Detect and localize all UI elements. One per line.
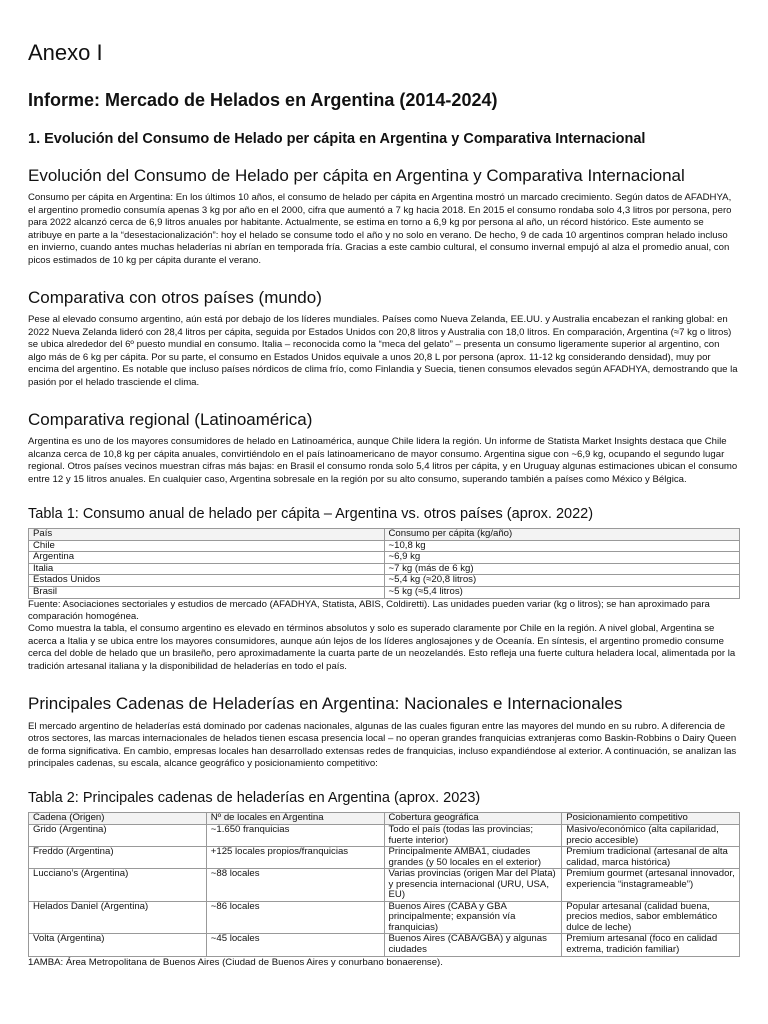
table2-header-cell: Nº de locales en Argentina	[206, 813, 384, 825]
table2-cell: Premium artesanal (foco en calidad extrema, tradición familiar)	[562, 934, 740, 956]
table2-cell: Lucciano’s (Argentina)	[29, 869, 207, 902]
table2-caption: Tabla 2: Principales cadenas de heladerías en Argentina (aprox. 2023)	[28, 790, 481, 807]
table2-cell: Varias provincias (origen Mar del Plata) y presencia internacional (URU, USA, EU)	[384, 869, 562, 902]
table2-cell: +125 locales propios/franquicias	[206, 847, 384, 869]
table2-cell: Buenos Aires (CABA/GBA) y algunas ciudades	[384, 934, 562, 956]
regional-heading: Comparativa regional (Latinoamérica)	[28, 410, 313, 430]
table1-header-row	[29, 529, 740, 541]
table1-source: Fuente: Asociaciones sectoriales y estudios de mercado (AFADHYA, Statista, ABIS, Coldiretti). Las unidades pueden variar (kg o litros); se han aproximado para comparación homogénea.	[28, 598, 710, 622]
table2-cell: ~1.650 franquicias	[206, 825, 384, 847]
table1-cell: ~7 kg (más de 6 kg)	[384, 563, 740, 575]
table1-row	[29, 563, 740, 575]
chains-heading: Principales Cadenas de Heladerías en Argentina: Nacionales e Internacionales	[28, 694, 623, 714]
table2-cell: Masivo/económico (alta capilaridad, precio accesible)	[562, 825, 740, 847]
table1-caption: Tabla 1: Consumo anual de helado per cápita – Argentina vs. otros países (aprox. 2022)	[28, 506, 594, 523]
table2-cell: ~88 locales	[206, 869, 384, 902]
table2-header-cell: Cobertura geográfica	[384, 813, 562, 825]
table1-row	[29, 552, 740, 564]
table2-header-cell: Cadena (Origen)	[29, 813, 207, 825]
table2-cell: ~86 locales	[206, 901, 384, 934]
table1-header-cell: País	[29, 529, 385, 541]
table2-header-cell: Posicionamiento competitivo	[562, 813, 740, 825]
regional-paragraph: Argentina es uno de los mayores consumidores de helado en Latinoamérica, aunque Chile lidera la región. Un informe de Statista Market Insights destaca que Chile alcanza cerca de 10,8 kg per cápita anuales, convirtiéndolo en el país latinoamericano de mayor consumo. Argentina sigue con ~6,9 kg, ocupando el segundo lugar regional. Otros países vecinos muestran cifras más bajas: en Brasil el consumo ronda solo 5,4 litros per cápita, y en Uruguay algunas estimaciones ubican el consumo entre 12 y 15 litros anuales. En cualquier caso, Argentina sobresale en la región por su alto consumo, superando también a países como México y Bélgica.	[28, 436, 738, 485]
table1-cell: ~5 kg (≈5,4 litros)	[384, 586, 740, 598]
table1-cell: ~6,9 kg	[384, 552, 740, 564]
table2-header-row	[29, 813, 740, 825]
report-title: Informe: Mercado de Helados en Argentina (2014-2024)	[28, 90, 498, 110]
table1-cell: Estados Unidos	[29, 575, 385, 587]
table1-analysis: Como muestra la tabla, el consumo argentino es elevado en términos absolutos y solo es superado claramente por Chile en la región. A nivel global, Argentina se acerca a Italia y se ubica entre los mayores consumidores, aunque aún lejos de los líderes anglosajones y de Oceanía. En síntesis, el argentino promedio consume cerca del doble de helado que un brasileño, pero aproximadamente la cuarta parte de un neozelandés. Esto refleja una fuerte cultura heladera local, alimentada por la tradición artesanal italiana y la disponibilidad de heladerías en todo el país.	[28, 623, 736, 672]
section1-title: 1. Evolución del Consumo de Helado per cápita en Argentina y Comparativa Internacional	[28, 131, 646, 147]
world-paragraph: Pese al elevado consumo argentino, aún está por debajo de los líderes mundiales. Países como Nueva Zelanda, EE.UU. y Australia encabezan el ranking global: en 2022 Nueva Zelanda lideró con 28,4 litros per cápita, seguida por Estados Unidos con 20,8 litros y Australia con 18,0 litros. En comparación, Argentina (≈7 kg o litros) se ubica alrededor del 6º puesto mundial en consumo. Italia – reconocida como la “meca del gelato” – presenta un consumo ligeramente superior al argentino, con algo más de 6 kg per cápita. Por su parte, el consumo en Estados Unidos equivale a unos 20,8 L por persona (aprox. 11-12 kg considerando densidad), muy por encima del argentino. Es notable que incluso países nórdicos de clima frío, como Finlandia y Suecia, tienen consumos elevados según AFADHYA, demostrando que la pasión por el helado trasciende el clima.	[28, 314, 738, 388]
table2-cell: Buenos Aires (CABA y GBA principalmente; expansión vía franquicias)	[384, 901, 562, 934]
table2-cell: Grido (Argentina)	[29, 825, 207, 847]
table1-row	[29, 575, 740, 587]
table1-cell: ~10,8 kg	[384, 540, 740, 552]
table2-cell: Premium tradicional (artesanal de alta calidad, marca histórica)	[562, 847, 740, 869]
table2-footnote: 1AMBA: Área Metropolitana de Buenos Aires (Ciudad de Buenos Aires y conurbano bonaerense).	[28, 956, 443, 968]
table2-row	[29, 847, 740, 869]
table1-header-cell: Consumo per cápita (kg/año)	[384, 529, 740, 541]
table2-row	[29, 825, 740, 847]
table1-cell: Chile	[29, 540, 385, 552]
table2-row	[29, 901, 740, 934]
table2-cell: Helados Daniel (Argentina)	[29, 901, 207, 934]
table2-cell: Todo el país (todas las provincias; fuerte interior)	[384, 825, 562, 847]
chains-paragraph: El mercado argentino de heladerías está dominado por cadenas nacionales, algunas de las cuales figuran entre las mayores del mundo en su rubro. A diferencia de otros sectores, las marcas internacionales de helados tienen escasa presencia local – no operan grandes franquicias extranjeras como Baskin-Robbins o Dairy Queen de forma significativa. En cambio, empresas locales han desarrollado extensas redes de franquicias, incluso expandiéndose al exterior. A continuación, se analizan las principales cadenas, su escala, alcance geográfico y posicionamiento competitivo:	[28, 720, 737, 769]
world-heading: Comparativa con otros países (mundo)	[28, 288, 322, 308]
table2-cell: Freddo (Argentina)	[29, 847, 207, 869]
table2-cell: Popular artesanal (calidad buena, precios medios, sabor emblemático dulce de leche)	[562, 901, 740, 934]
table2-row	[29, 934, 740, 956]
evolution-heading: Evolución del Consumo de Helado per cápita en Argentina y Comparativa Internacional	[28, 166, 685, 185]
table2-cell: ~45 locales	[206, 934, 384, 956]
evolution-paragraph: Consumo per cápita en Argentina: En los últimos 10 años, el consumo de helado per cápita en Argentina mostró un marcado crecimiento. Según datos de AFADHYA, el argentino promedio consumía apenas 3 kg por año en el 2000, cifra que aumentó a 7 kg hacia 2018. En 2015 el consumo rondaba solo 4,3 litros por persona, pero para 2022 alcanzó cerca de 6,9 litros anuales por habitante. Actualmente, se estima en torno a 6,9 kg por persona al año, un récord histórico. Este aumento se atribuye en parte a la “desestacionalización”: hoy el helado se consume todo el año y no solo en verano. De hecho, 9 de cada 10 argentinos compran helado incluso en invierno, cuando antes muchas heladerías ni abrían en temporada fría. Gracias a este cambio cultural, el consumo invernal empujó al alza el promedio anual, con picos estimados de 10 kg per cápita durante el verano.	[28, 192, 732, 266]
table1-row	[29, 540, 740, 552]
table2-cell: Premium gourmet (artesanal innovador, experiencia “instagrameable”)	[562, 869, 740, 902]
annex-title: Anexo I	[28, 40, 103, 65]
table2-cell: Principalmente AMBA1, ciudades grandes (y 50 locales en el exterior)	[384, 847, 562, 869]
table2-row	[29, 869, 740, 902]
table1-cell: Argentina	[29, 552, 385, 564]
table2-cell: Volta (Argentina)	[29, 934, 207, 956]
table2-chains	[28, 812, 740, 956]
table1-cell: Brasil	[29, 586, 385, 598]
table1-cell: ~5,4 kg (≈20,8 litros)	[384, 575, 740, 587]
table1-row	[29, 586, 740, 598]
table1-consumption	[28, 528, 740, 598]
table1-cell: Italia	[29, 563, 385, 575]
